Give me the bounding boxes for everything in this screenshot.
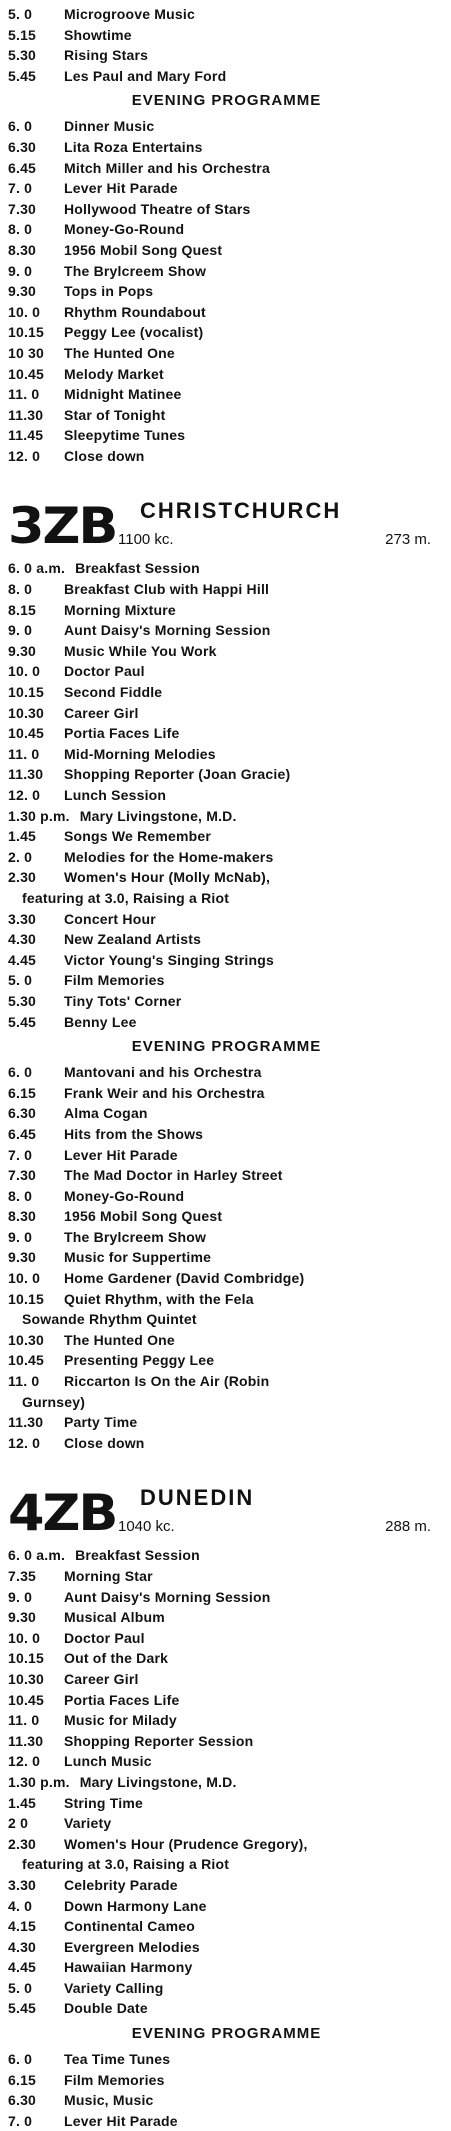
- programme-row: [8, 1813, 445, 1834]
- programme-title: Peggy Lee (vocalist): [64, 324, 204, 341]
- programme-row: [8, 1772, 445, 1793]
- programme-title: The Hunted One: [64, 344, 175, 361]
- programme-row: [8, 1350, 445, 1371]
- programme-title: Continental Cameo: [64, 1918, 195, 1935]
- programme-time: 6.45: [8, 1125, 37, 1142]
- programme-time: 11.30: [8, 1732, 44, 1749]
- programme-title: The Mad Doctor in Harley Street: [64, 1167, 283, 1184]
- programme-title: Lunch Music: [64, 1753, 152, 1770]
- programme-time: 7. 0: [8, 180, 33, 197]
- programme-title: Melodies for the Home-makers: [64, 848, 274, 865]
- programme-time: 8.30: [8, 1208, 37, 1225]
- programme-time: 10. 0: [8, 1270, 41, 1287]
- programme-time: 1.30 p.m.: [8, 1773, 70, 1790]
- 3zb-evening-schedule: [8, 1062, 445, 1453]
- programme-row: [8, 867, 445, 888]
- programme-row: [8, 1607, 445, 1628]
- programme-title: Portia Faces Life: [64, 725, 180, 742]
- programme-time: 9.30: [8, 283, 37, 300]
- programme-title: Morning Star: [64, 1568, 153, 1584]
- programme-time: 1.45: [8, 828, 37, 845]
- programme-row: [8, 25, 445, 46]
- programme-time: 9. 0: [8, 622, 33, 639]
- programme-title: Career Girl: [64, 1670, 139, 1687]
- programme-continuation: [8, 888, 445, 909]
- station-city: DUNEDIN: [140, 1485, 255, 1511]
- programme-row: [8, 384, 445, 405]
- programme-title: Double Date: [64, 2000, 148, 2017]
- programme-time: 9. 0: [8, 262, 33, 279]
- programme-time: 8. 0: [8, 581, 33, 598]
- programme-title: Lever Hit Parade: [64, 180, 178, 197]
- programme-title: Lita Roza Entertains: [64, 138, 203, 155]
- programme-title: Riccarton Is On the Air (Robin: [64, 1373, 270, 1390]
- programme-title: Evergreen Melodies: [64, 1938, 200, 1955]
- station-info: [112, 1487, 445, 1537]
- programme-title: Melody Market: [64, 365, 164, 382]
- programme-row: [8, 1793, 445, 1814]
- programme-time: 10. 0: [8, 663, 41, 680]
- programme-time: 4.30: [8, 1938, 37, 1955]
- programme-time: 8.15: [8, 601, 37, 618]
- programme-time: 10. 0: [8, 303, 41, 320]
- evening-programme-heading: EVENING PROGRAMME: [131, 2025, 322, 2043]
- programme-title: Sowande Rhythm Quintet: [22, 1311, 197, 1328]
- programme-title: Party Time: [64, 1414, 138, 1431]
- programme-row: [8, 343, 445, 364]
- programme-title: Benny Lee: [64, 1013, 137, 1030]
- programme-time: 2. 0: [8, 848, 33, 865]
- station-wavelength: 273 m.: [385, 531, 431, 549]
- programme-row: [8, 1710, 445, 1731]
- intro-schedule: [8, 4, 445, 86]
- station-header-4zb: [8, 1484, 445, 1543]
- programme-continuation: [8, 1854, 445, 1875]
- programme-title: Songs We Remember: [64, 828, 212, 845]
- programme-time: 6.15: [8, 1084, 37, 1101]
- programme-time: 2.30: [8, 869, 37, 886]
- programme-time: 6.30: [8, 2092, 37, 2109]
- programme-title: Shopping Reporter Session: [64, 1732, 254, 1749]
- programme-row: [8, 1690, 445, 1711]
- programme-title: Portia Faces Life: [64, 1691, 180, 1708]
- programme-title: Musical Album: [64, 1609, 165, 1626]
- programme-title: Out of the Dark: [64, 1650, 169, 1667]
- programme-row: [8, 847, 445, 868]
- programme-title: Rising Stars: [64, 47, 149, 64]
- programme-title: Aunt Daisy's Morning Session: [64, 622, 271, 639]
- 3zb-day-schedule: [8, 558, 445, 1032]
- programme-title: Variety Calling: [64, 1979, 164, 1996]
- programme-title: Lunch Session: [64, 787, 167, 803]
- programme-title: Tops in Pops: [64, 283, 154, 300]
- programme-time: 9.30: [8, 1249, 37, 1266]
- programme-time: 5.30: [8, 47, 37, 64]
- programme-title: Hits from the Shows: [64, 1125, 204, 1142]
- programme-title: Alma Cogan: [64, 1105, 148, 1122]
- programme-time: 6. 0 a.m.: [8, 1547, 66, 1564]
- programme-time: 5.30: [8, 992, 37, 1009]
- programme-time: 10.45: [8, 1691, 45, 1708]
- programme-title: The Brylcreem Show: [64, 262, 207, 279]
- programme-time: 5. 0: [8, 6, 33, 22]
- programme-row: [8, 1566, 445, 1587]
- programme-row: [8, 364, 445, 385]
- programme-row: [8, 723, 445, 744]
- programme-title: Mid-Morning Melodies: [64, 745, 216, 762]
- programme-row: [8, 1206, 445, 1227]
- programme-time: 12. 0: [8, 1434, 41, 1451]
- programme-time: 8. 0: [8, 221, 33, 238]
- programme-title: Film Memories: [64, 2071, 165, 2088]
- programme-time: 4.30: [8, 931, 37, 948]
- programme-continuation: [8, 1309, 445, 1330]
- programme-row: [8, 2070, 445, 2091]
- programme-time: 10.30: [8, 1670, 45, 1687]
- programme-title: New Zealand Artists: [64, 931, 202, 948]
- station-call-sign: 3ZB: [8, 497, 117, 556]
- programme-row: [8, 682, 445, 703]
- programme-title: Sleepytime Tunes: [64, 427, 186, 444]
- programme-row: [8, 116, 445, 137]
- programme-row: [8, 600, 445, 621]
- programme-time: 10.15: [8, 324, 45, 341]
- programme-time: 10.15: [8, 1290, 45, 1307]
- programme-row: [8, 1186, 445, 1207]
- programme-time: 8. 0: [8, 1187, 33, 1204]
- programme-time: 7.35: [8, 1568, 37, 1584]
- programme-row: [8, 1751, 445, 1772]
- programme-row: [8, 641, 445, 662]
- programme-title: Mitch Miller and his Orchestra: [64, 159, 270, 176]
- programme-time: 7. 0: [8, 1146, 33, 1163]
- programme-title: Breakfast Session: [75, 1547, 200, 1564]
- programme-time: 10.30: [8, 1331, 45, 1348]
- programme-row: [8, 281, 445, 302]
- programme-row: [8, 4, 445, 25]
- programme-time: 6.30: [8, 138, 37, 155]
- programme-time: 9. 0: [8, 1228, 33, 1245]
- programme-time: 4.45: [8, 951, 37, 968]
- programme-time: 11. 0: [8, 386, 40, 403]
- programme-row: [8, 66, 445, 87]
- programme-row: [8, 425, 445, 446]
- programme-title: Presenting Peggy Lee: [64, 1352, 215, 1369]
- programme-time: 11. 0: [8, 1373, 40, 1390]
- programme-row: [8, 137, 445, 158]
- programme-time: 11. 0: [8, 745, 40, 762]
- programme-title: Mary Livingstone, M.D.: [79, 1773, 237, 1790]
- programme-time: 6.15: [8, 2071, 37, 2088]
- programme-row: [8, 240, 445, 261]
- programme-title: Concert Hour: [64, 910, 156, 927]
- programme-time: 10. 0: [8, 1629, 41, 1646]
- programme-title: 1956 Mobil Song Quest: [64, 241, 223, 258]
- programme-time: 5.45: [8, 1013, 37, 1030]
- programme-title: Microgroove Music: [64, 6, 195, 22]
- programme-time: 4.15: [8, 1918, 37, 1935]
- programme-row: [8, 1957, 445, 1978]
- programme-row: [8, 2111, 445, 2131]
- programme-row: [8, 1268, 445, 1289]
- programme-time: 5.45: [8, 67, 37, 84]
- programme-row: [8, 950, 445, 971]
- programme-time: 4. 0: [8, 1897, 33, 1914]
- programme-title: Second Fiddle: [64, 684, 163, 701]
- programme-row: [8, 1247, 445, 1268]
- programme-title: Career Girl: [64, 704, 139, 721]
- evening-programme-heading: EVENING PROGRAMME: [131, 1038, 322, 1056]
- programme-title: Breakfast Session: [75, 560, 200, 577]
- programme-title: featuring at 3.0, Raising a Riot: [22, 889, 230, 906]
- programme-time: 11.30: [8, 766, 44, 783]
- programme-time: 6. 0: [8, 118, 33, 135]
- programme-row: [8, 446, 445, 467]
- programme-time: 6.30: [8, 1105, 37, 1122]
- station-wavelength: 288 m.: [385, 1518, 431, 1536]
- programme-row: [8, 929, 445, 950]
- programme-row: [8, 1124, 445, 1145]
- programme-row: [8, 1330, 445, 1351]
- programme-continuation: [8, 1392, 445, 1413]
- programme-row: [8, 1648, 445, 1669]
- programme-row: [8, 302, 445, 323]
- programme-row: [8, 1012, 445, 1033]
- programme-time: 10.45: [8, 365, 45, 382]
- programme-title: Music While You Work: [64, 642, 217, 659]
- programme-row: [8, 1545, 445, 1566]
- programme-row: [8, 826, 445, 847]
- programme-title: The Brylcreem Show: [64, 1228, 207, 1245]
- programme-title: Mantovani and his Orchestra: [64, 1064, 262, 1081]
- programme-row: [8, 806, 445, 827]
- programme-title: String Time: [64, 1794, 143, 1811]
- programme-title: Close down: [64, 447, 145, 464]
- programme-title: Close down: [64, 1434, 145, 1451]
- programme-row: [8, 1834, 445, 1855]
- programme-row: [8, 1896, 445, 1917]
- programme-title: Dinner Music: [64, 118, 155, 135]
- programme-time: 6. 0: [8, 1064, 33, 1081]
- station-info: [112, 500, 445, 550]
- 4zb-day-schedule: [8, 1545, 445, 2019]
- programme-row: [8, 1937, 445, 1958]
- programme-time: 10 30: [8, 344, 45, 361]
- programme-row: [8, 158, 445, 179]
- programme-title: Gurnsey): [22, 1393, 86, 1410]
- station-city: CHRISTCHURCH: [140, 498, 342, 524]
- programme-title: Women's Hour (Molly McNab),: [64, 869, 271, 886]
- programme-time: 1.30 p.m.: [8, 807, 70, 824]
- programme-row: [8, 1587, 445, 1608]
- programme-row: [8, 405, 445, 426]
- programme-row: [8, 1062, 445, 1083]
- programme-title: The Hunted One: [64, 1331, 175, 1348]
- programme-time: 7.30: [8, 1167, 37, 1184]
- programme-title: Tiny Tots' Corner: [64, 992, 182, 1009]
- programme-time: 11. 0: [8, 1712, 40, 1729]
- programme-title: Shopping Reporter (Joan Gracie): [64, 766, 291, 783]
- programme-row: [8, 744, 445, 765]
- programme-time: 3.30: [8, 910, 37, 927]
- programme-row: [8, 1669, 445, 1690]
- programme-title: Les Paul and Mary Ford: [64, 67, 227, 84]
- programme-row: [8, 199, 445, 220]
- programme-title: Variety: [64, 1815, 112, 1832]
- programme-title: Rhythm Roundabout: [64, 303, 206, 320]
- programme-row: [8, 1103, 445, 1124]
- programme-row: [8, 703, 445, 724]
- programme-time: 5.15: [8, 26, 37, 43]
- programme-time: 10.45: [8, 725, 45, 742]
- programme-row: [8, 1433, 445, 1454]
- programme-title: Women's Hour (Prudence Gregory),: [64, 1835, 308, 1852]
- programme-row: [8, 1145, 445, 1166]
- programme-title: Mary Livingstone, M.D.: [79, 807, 237, 824]
- programme-title: Music, Music: [64, 2092, 154, 2109]
- evening-programme-heading: EVENING PROGRAMME: [131, 92, 322, 110]
- programme-time: 2.30: [8, 1835, 37, 1852]
- programme-row: [8, 1731, 445, 1752]
- station-frequency: 1100 kc.: [118, 531, 174, 549]
- station-header-3zb: [8, 497, 445, 556]
- programme-time: 11.30: [8, 1414, 44, 1431]
- programme-title: Money-Go-Round: [64, 221, 185, 238]
- programme-row: [8, 1998, 445, 2019]
- programme-title: Film Memories: [64, 972, 165, 989]
- programme-row: [8, 1916, 445, 1937]
- programme-title: Down Harmony Lane: [64, 1897, 207, 1914]
- programme-row: [8, 322, 445, 343]
- programme-time: 6. 0 a.m.: [8, 560, 66, 577]
- programme-time: 11.30: [8, 406, 44, 423]
- programme-time: 9.30: [8, 642, 37, 659]
- programme-row: [8, 1875, 445, 1896]
- programme-row: [8, 579, 445, 600]
- programme-time: 9.30: [8, 1609, 37, 1626]
- programme-time: 10.15: [8, 1650, 45, 1667]
- programme-time: 1.45: [8, 1794, 37, 1811]
- programme-title: Celebrity Parade: [64, 1876, 178, 1893]
- programme-row: [8, 558, 445, 579]
- programme-row: [8, 991, 445, 1012]
- programme-title: Tea Time Tunes: [64, 2051, 171, 2068]
- intro-evening-schedule: [8, 116, 445, 466]
- programme-row: [8, 178, 445, 199]
- programme-title: Home Gardener (David Combridge): [64, 1270, 305, 1287]
- programme-time: 10.45: [8, 1352, 45, 1369]
- programme-time: 5. 0: [8, 972, 33, 989]
- programme-title: Music for Suppertime: [64, 1249, 212, 1266]
- programme-title: Hawaiian Harmony: [64, 1959, 193, 1976]
- programme-row: [8, 1083, 445, 1104]
- programme-row: [8, 970, 445, 991]
- station-frequency: 1040 kc.: [118, 1518, 175, 1536]
- programme-row: [8, 1628, 445, 1649]
- programme-time: 6.45: [8, 159, 37, 176]
- programme-title: Hollywood Theatre of Stars: [64, 200, 251, 217]
- programme-row: [8, 1371, 445, 1392]
- programme-time: 2 0: [8, 1815, 29, 1832]
- programme-time: 4.45: [8, 1959, 37, 1976]
- programme-time: 12. 0: [8, 447, 41, 464]
- programme-time: 9. 0: [8, 1588, 33, 1605]
- programme-row: [8, 219, 445, 240]
- programme-row: [8, 1227, 445, 1248]
- programme-row: [8, 261, 445, 282]
- programme-title: Frank Weir and his Orchestra: [64, 1084, 265, 1101]
- programme-row: [8, 1165, 445, 1186]
- programme-row: [8, 661, 445, 682]
- programme-time: 11.45: [8, 427, 44, 444]
- programme-time: 7.30: [8, 200, 37, 217]
- programme-row: [8, 909, 445, 930]
- programme-title: Breakfast Club with Happi Hill: [64, 581, 270, 598]
- station-call-sign: 4ZB: [8, 1484, 117, 1543]
- programme-row: [8, 2090, 445, 2111]
- programme-time: 7. 0: [8, 2112, 33, 2129]
- programme-row: [8, 1978, 445, 1999]
- programme-row: [8, 1412, 445, 1433]
- programme-title: featuring at 3.0, Raising a Riot: [22, 1856, 230, 1873]
- programme-row: [8, 620, 445, 641]
- 4zb-evening-schedule: [8, 2049, 445, 2131]
- programme-time: 8.30: [8, 241, 37, 258]
- programme-title: Showtime: [64, 26, 132, 43]
- programme-title: Star of Tonight: [64, 406, 166, 423]
- programme-title: Victor Young's Singing Strings: [64, 951, 275, 968]
- programme-title: Doctor Paul: [64, 1629, 145, 1646]
- programme-title: Aunt Daisy's Morning Session: [64, 1588, 271, 1605]
- programme-title: Doctor Paul: [64, 663, 145, 680]
- programme-title: Midnight Matinee: [64, 386, 182, 403]
- programme-row: [8, 45, 445, 66]
- programme-time: 3.30: [8, 1876, 37, 1893]
- programme-title: Money-Go-Round: [64, 1187, 185, 1204]
- programme-title: 1956 Mobil Song Quest: [64, 1208, 223, 1225]
- programme-time: 6. 0: [8, 2051, 33, 2068]
- programme-row: [8, 785, 445, 806]
- programme-time: 12. 0: [8, 1753, 41, 1770]
- programme-title: Lever Hit Parade: [64, 2112, 178, 2129]
- programme-row: [8, 764, 445, 785]
- programme-row: [8, 2049, 445, 2070]
- programme-title: Music for Milady: [64, 1712, 177, 1729]
- programme-title: Morning Mixture: [64, 601, 176, 618]
- programme-time: 10.15: [8, 684, 45, 701]
- programme-row: [8, 1289, 445, 1310]
- programme-title: Quiet Rhythm, with the Fela: [64, 1290, 254, 1307]
- programme-time: 5.45: [8, 2000, 37, 2017]
- programme-time: 12. 0: [8, 787, 41, 803]
- programme-time: 5. 0: [8, 1979, 33, 1996]
- programme-title: Lever Hit Parade: [64, 1146, 178, 1163]
- programme-time: 10.30: [8, 704, 45, 721]
